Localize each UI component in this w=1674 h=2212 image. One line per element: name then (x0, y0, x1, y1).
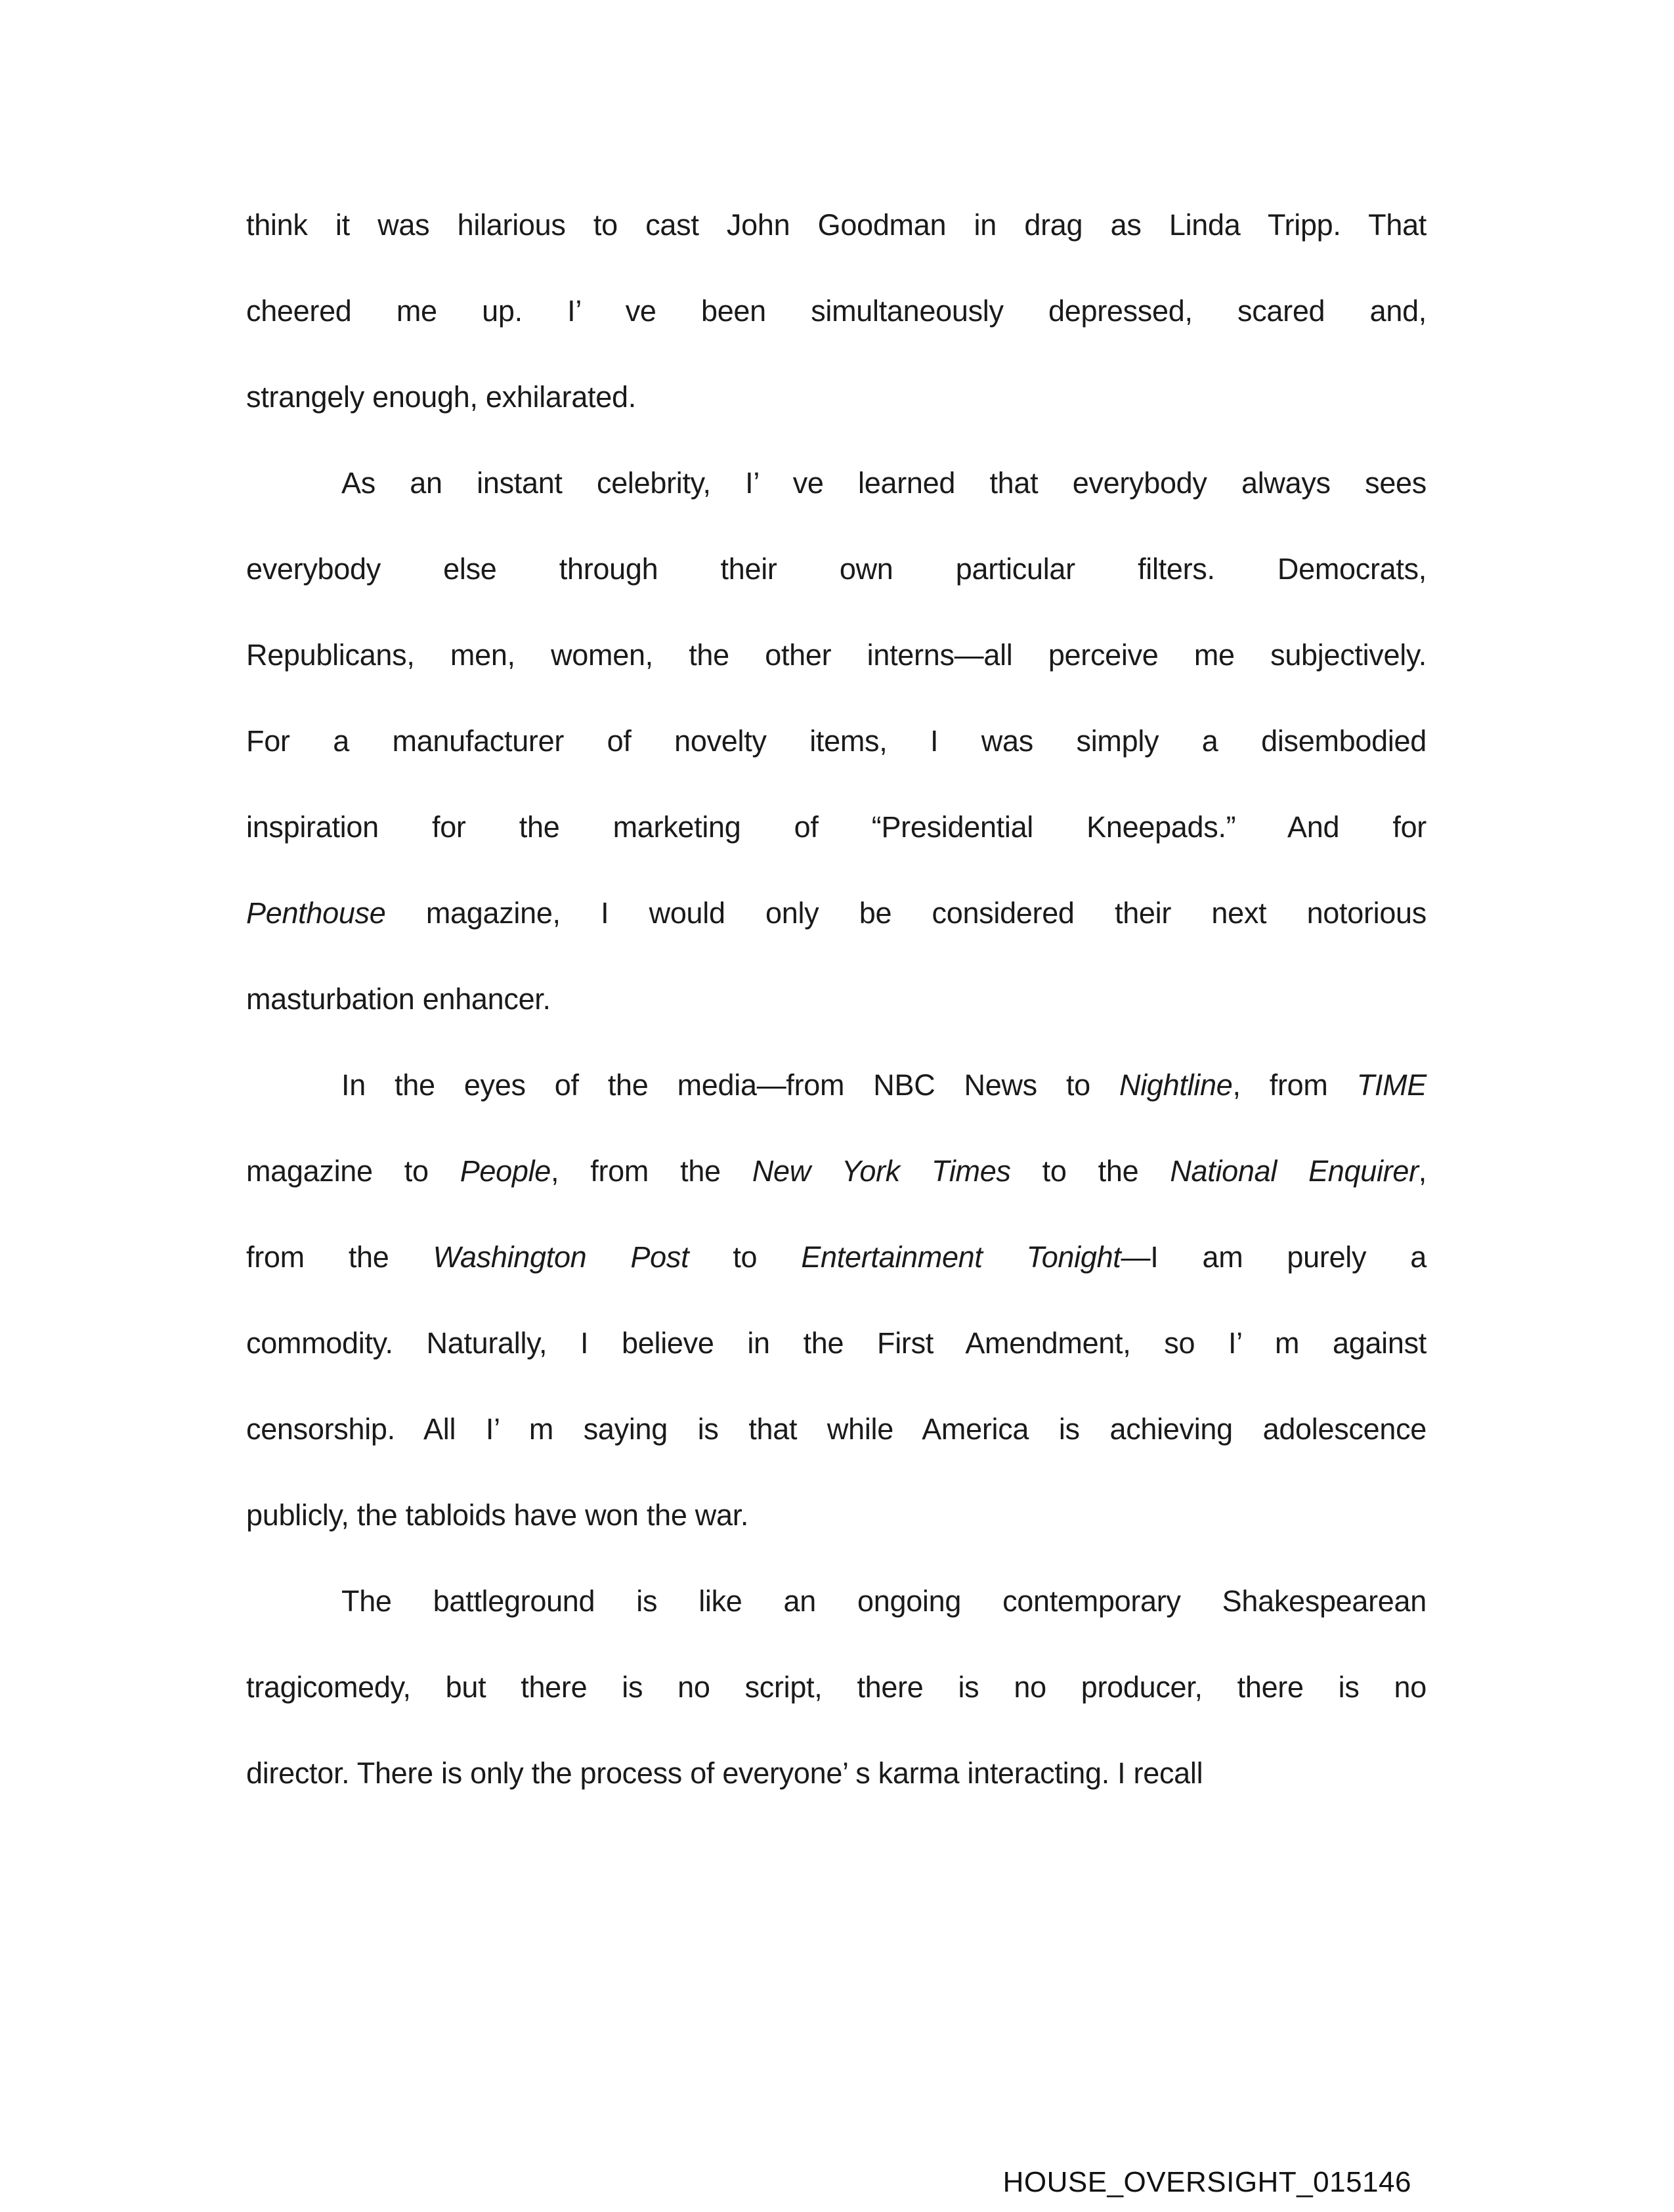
italic-text-segment: New York Times (752, 1154, 1011, 1188)
text-segment: inspiration for the marketing of “Presidential Kneepads.” And for (246, 810, 1427, 844)
text-segment: strangely enough, exhilarated. (246, 380, 636, 414)
text-segment: commodity. Naturally, I believe in the First Amendment, so I’ m against (246, 1326, 1427, 1360)
text-segment: —I am purely a (1121, 1240, 1427, 1274)
text-line (246, 182, 1427, 268)
italic-text-segment: National Enquirer (1170, 1154, 1419, 1188)
text-line (246, 354, 1427, 440)
document-body (246, 182, 1427, 1816)
text-line (246, 698, 1427, 784)
text-segment: masturbation enhancer. (246, 982, 551, 1016)
text-segment: publicly, the tabloids have won the war. (246, 1498, 749, 1532)
text-segment: everybody else through their own particular filters. Democrats, (246, 552, 1427, 586)
text-segment: In the eyes of the media—from NBC News to (341, 1068, 1120, 1102)
text-line (246, 1644, 1427, 1730)
text-line (246, 440, 1427, 526)
text-segment: , from (1232, 1068, 1357, 1102)
text-line (246, 1128, 1427, 1214)
text-segment: The battleground is like an ongoing contemporary Shakespearean (341, 1584, 1427, 1618)
italic-text-segment: TIME (1356, 1068, 1427, 1102)
text-line (246, 526, 1427, 612)
text-segment: As an instant celebrity, I’ ve learned that everybody always sees (341, 466, 1427, 500)
text-line (246, 1472, 1427, 1558)
text-line (246, 784, 1427, 870)
text-line (246, 870, 1427, 956)
text-segment: to (689, 1240, 802, 1274)
text-line (246, 1386, 1427, 1472)
text-line (246, 612, 1427, 698)
text-line (246, 1214, 1427, 1300)
text-segment: to the (1010, 1154, 1170, 1188)
italic-text-segment: Entertainment Tonight (801, 1240, 1121, 1274)
text-segment: , (1418, 1154, 1427, 1188)
text-segment: censorship. All I’ m saying is that while America is achieving adolescence (246, 1412, 1427, 1446)
text-segment: For a manufacturer of novelty items, I was simply a disembodied (246, 724, 1427, 758)
italic-text-segment: People (460, 1154, 551, 1188)
text-segment: from the (246, 1240, 433, 1274)
text-line (246, 268, 1427, 354)
italic-text-segment: Washington Post (433, 1240, 689, 1274)
text-line (246, 956, 1427, 1042)
bates-number: HOUSE_OVERSIGHT_015146 (1002, 2166, 1411, 2198)
text-line (246, 1730, 1427, 1816)
text-line (246, 1558, 1427, 1644)
text-segment: director. There is only the process of everyone’ s karma interacting. I recall (246, 1756, 1203, 1790)
text-segment: magazine to (246, 1154, 460, 1188)
text-segment: think it was hilarious to cast John Goodman in drag as Linda Tripp. That (246, 208, 1427, 242)
text-segment: magazine, I would only be considered their next notorious (385, 896, 1427, 930)
text-segment: cheered me up. I’ ve been simultaneously depressed, scared and, (246, 294, 1427, 328)
text-segment: tragicomedy, but there is no script, there is no producer, there is no (246, 1670, 1427, 1704)
text-line (246, 1300, 1427, 1386)
italic-text-segment: Penthouse (246, 896, 386, 930)
italic-text-segment: Nightline (1119, 1068, 1233, 1102)
text-segment: Republicans, men, women, the other interns—all perceive me subjectively. (246, 638, 1427, 672)
text-segment: , from the (551, 1154, 752, 1188)
text-line (246, 1042, 1427, 1128)
